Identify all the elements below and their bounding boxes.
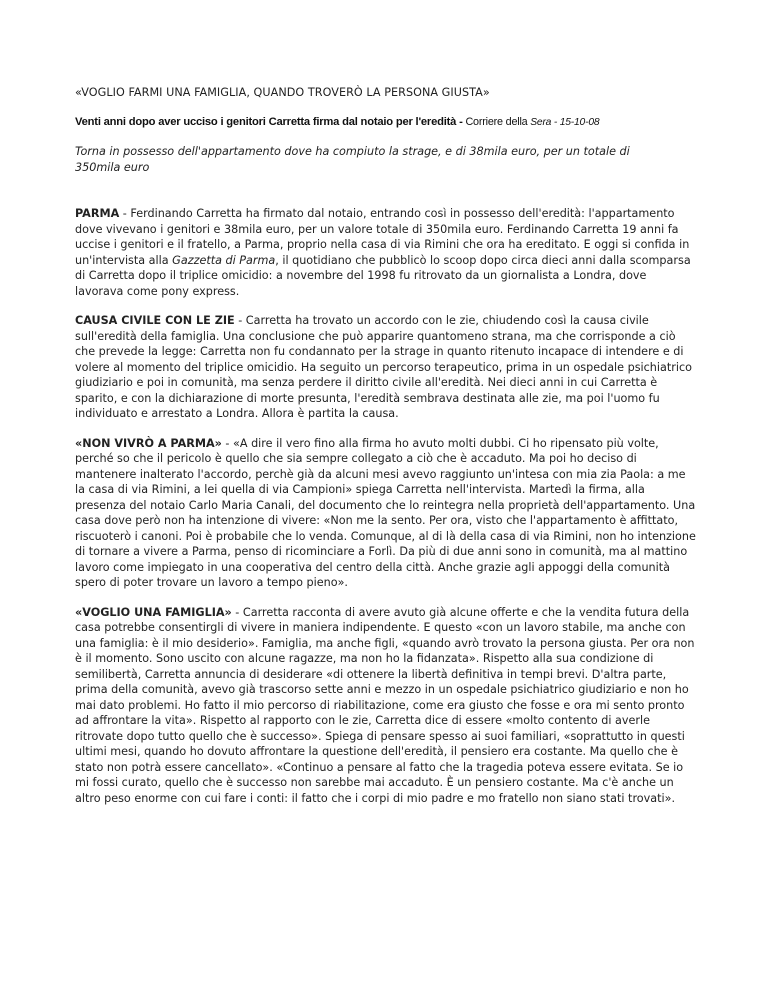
article-subtitle: Torna in possesso dell'appartamento dove ha compiuto la strage, e di 38mila euro, per un totale di 350mila euro — [75, 145, 630, 174]
source-date: Sera - 15-10-08 — [530, 117, 600, 128]
paragraph-lead: «NON VIVRÒ A PARMA» — [75, 436, 222, 450]
paragraph-famiglia — [75, 605, 697, 807]
paragraph-text: - Carretta racconta di avere avuto già alcune offerte e che la vendita futura della casa potrebbe consentirgli di vivere in maniera indipendente. E questo «con un lavoro stabile, ma anche con una famiglia: è il mio desiderio». Famiglia, ma anche figli, «quando avrò trovato la persona giusta. Per ora non è il momento. Sono uscito con alcune ragazze, ma non ho la fidanzata». Rispetto alla sua condizione di semilibertà, Carretta annuncia di desiderare «di ottenere la libertà definitiva in tempi brevi. D'altra parte, prima della comunità, avevo già trascorso sette anni e mezzo in un ospedale psichiatrico giudiziario e non ho mai dato problemi. Ho fatto il mio percorso di riabilitazione, come era giusto che fosse e ora mi sento pronto ad affrontare la vita». Rispetto al rapporto con le zie, Carretta dice di essere «molto contento di averle ritrovate dopo tutto quello che è successo». Spiega di pensare spesso ai suoi familiari, «soprattutto in questi ultimi mesi, quando ho dovuto affrontare la questione dell'eredità, il pensiero era costante. Ma quello che è stato non potrà essere cancellato». «Continuo a pensare al fatto che la tragedia poteva essere evitata. Se io mi fossi curato, quello che è successo non sarebbe mai accaduto. È un pensiero costante. Ma c'è anche un altro peso enorme con cui fare i conti: il fatto che i corpi di mio padre e mo fratello non siano stati trovati». — [75, 605, 695, 805]
paragraph-text: - Carretta ha trovato un accordo con le zie, chiudendo così la causa civile sull'eredità della famiglia. Una conclusione che può apparire quantomeno strana, ma che corrisponde a ciò che prevede la legge: Carretta non fu condannato per la strage in quanto ritenuto incapace di intendere e di volere al momento del triplice omicidio. Ha seguito un percorso terapeutico, prima in un ospedale psichiatrico giudiziario e poi in comunità, ma senza perdere il diritto civile all'eredità. Nei dieci anni in cui Carretta è sparito, e con la dichiarazione di morte presunta, l'eredità sembrava destinata alle zie, ma poi l'uomo fu individuato e arrestato a Londra. Allora è partita la causa. — [75, 314, 692, 420]
headline-source — [463, 116, 600, 128]
paragraph-parma — [75, 206, 697, 299]
headline-title: Venti anni dopo aver ucciso i genitori Carretta firma dal notaio per l'eredità - — [75, 116, 463, 128]
paragraph-lead: CAUSA CIVILE CON LE ZIE — [75, 314, 235, 327]
paragraph-text: - «A dire il vero fino alla firma ho avuto molti dubbi. Ci ho ripensato più volte, perché so che il pericolo è quello che sia sempre collegato a ciò che è accaduto. Ma poi ho deciso di mantenere inalterato l'accordo, perchè già da alcuni mesi avevo raggiunto un'intesa con mia zia Paola: a me la casa di via Rimini, a lei quella di via Campioni» spiega Carretta nell'intervista. Martedì la firma, alla presenza del notaio Carlo Maria Canali, del documento che lo reintegra nella proprietà dell'appartamento. Una casa dove però non ha intenzione di vivere: «Non me la sento. Per ora, visto che l'appartamento è affittato, riscuoterò i canoni. Poi è probabile che lo venda. Comunque, al di là della casa di via Rimini, non ho intenzione di tornare a vivere a Parma, penso di ricominciare a Forlì. Da più di due anni sono in comunità, ma al mattino lavoro come impiegato in una cooperativa del centro della città. Anche grazie agli appoggi della comunità spero di poter trovare un lavoro a tempo pieno». — [75, 436, 696, 589]
paragraph-lead: PARMA — [75, 207, 120, 220]
paragraph-text: , il quotidiano che pubblicò lo scoop dopo circa dieci anni dalla scomparsa di Carretta dopo il triplice omicidio: a novembre del 1998 fu ritrovato da un giornalista a Londra, dove lavorava come pony express. — [75, 253, 691, 298]
source-prefix: Corriere della — [462, 116, 531, 128]
paragraph-non-vivro — [75, 436, 697, 591]
paragraph-lead: «VOGLIO UNA FAMIGLIA» — [75, 605, 232, 619]
paragraph-text: - Ferdinando Carretta ha firmato dal notaio, entrando così in possesso dell'eredità: l'appartamento dove vivevano i genitori e 38mila euro, per un valore totale di 350mila euro. Ferdinando Carretta 19 anni fa uccise i genitori e il fratello, a Parma, proprio nella casa di via Rimini che ora ha ereditato. E oggi si confida in un'intervista alla — [75, 207, 690, 267]
article-body — [75, 206, 697, 820]
article-kicker: «VOGLIO FARMI UNA FAMIGLIA, QUANDO TROVERÒ LA PERSONA GIUSTA» — [75, 86, 490, 99]
paragraph-causa-civile — [75, 313, 697, 422]
article-headline — [75, 116, 599, 128]
newspaper-name: Gazzetta di Parma — [172, 253, 276, 267]
